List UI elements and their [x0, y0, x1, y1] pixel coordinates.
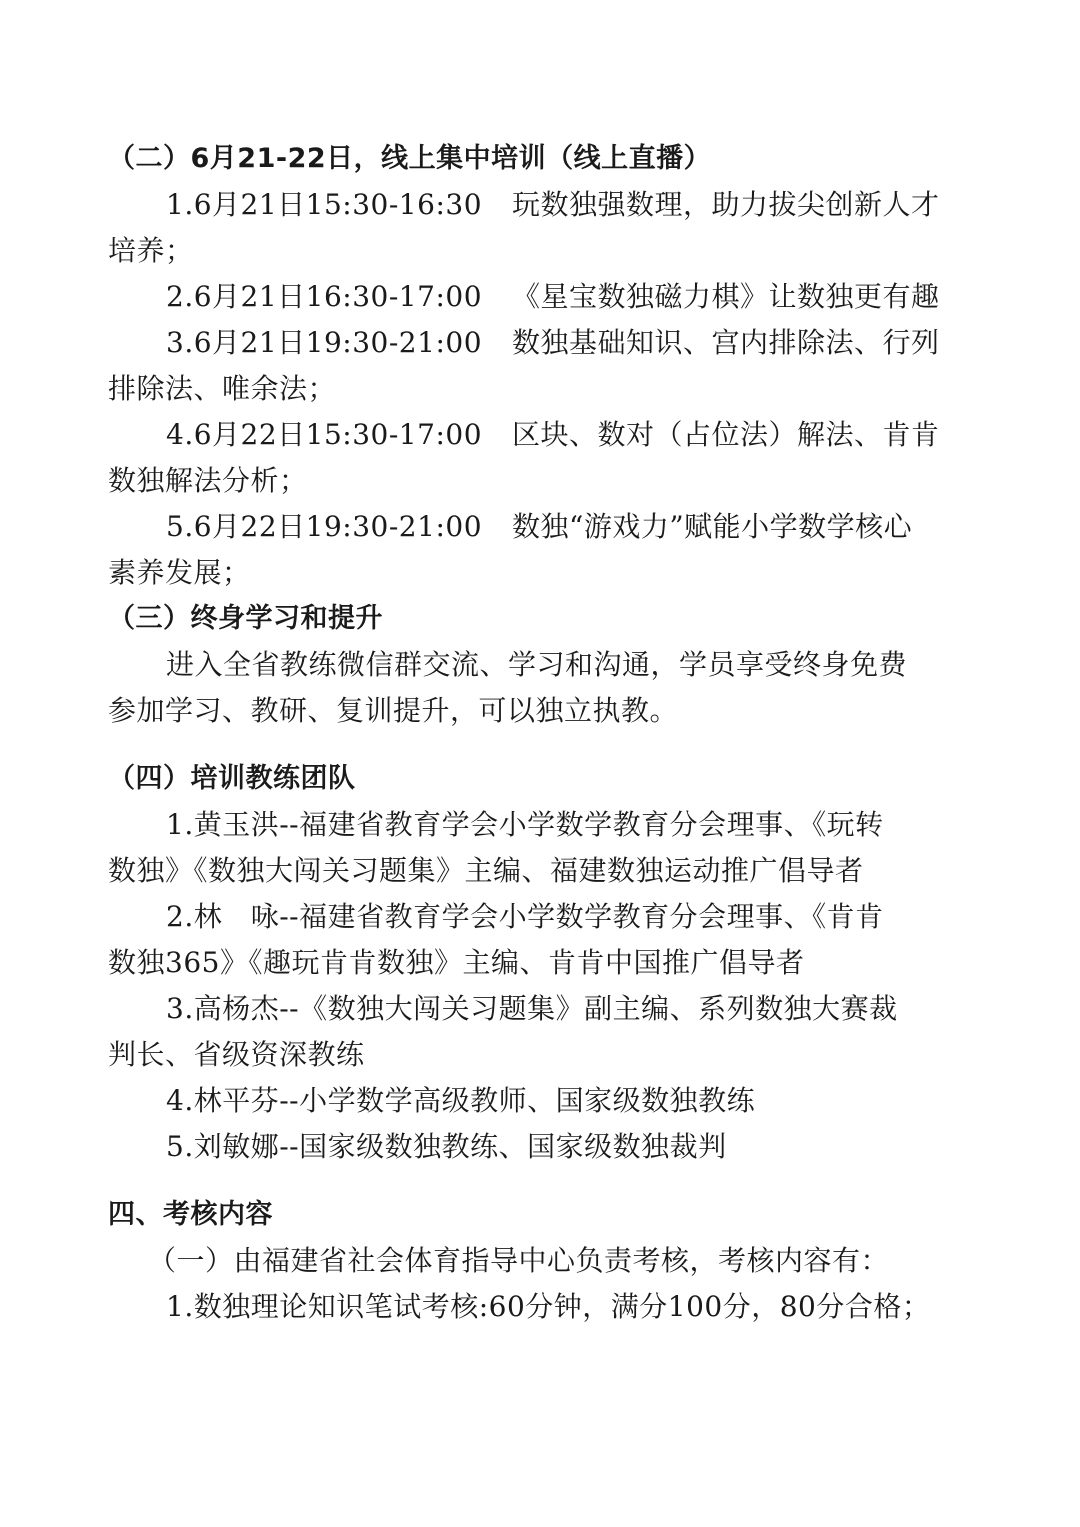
- schedule-time: 1.6月21日15:30-16:30: [166, 188, 483, 221]
- section-heading-assessment: 四、考核内容: [108, 1199, 273, 1230]
- coach-item-1-cont: 数独》《数独大闯关习题集》主编、福建数独运动推广倡导者: [108, 854, 864, 887]
- schedule-time: 3.6月21日19:30-21:00: [166, 326, 483, 359]
- schedule-topic: 区块、数对（占位法）解法、肯肯: [512, 418, 940, 451]
- schedule-topic: 《星宝数独磁力棋》让数独更有趣: [512, 280, 940, 313]
- schedule-item-5: [108, 504, 928, 550]
- schedule-item-3: [108, 320, 940, 366]
- coach-item-4: 4.林平芬--小学数学高级教师、国家级数独教练: [166, 1084, 756, 1117]
- coach-item-5: 5.刘敏娜--国家级数独教练、国家级数独裁判: [166, 1130, 727, 1163]
- schedule-item-4: [108, 412, 940, 458]
- schedule-item-4-cont: 数独解法分析；: [108, 464, 308, 497]
- schedule-item-2: [108, 274, 940, 320]
- schedule-topic: 数独“游戏力”赋能小学数学核心: [512, 510, 913, 543]
- schedule-time: 5.6月22日19:30-21:00: [166, 510, 483, 543]
- coach-item-2: 2.林 咏--福建省教育学会小学数学教育分会理事、《肯肯: [166, 900, 884, 933]
- coach-item-3: 3.高杨杰--《数独大闯关习题集》副主编、系列数独大赛裁: [166, 992, 898, 1025]
- schedule-item-1: [108, 182, 940, 228]
- section-heading-online-training: （二）6月21-22日，线上集中培训（线上直播）: [108, 143, 712, 174]
- lifelong-paragraph-line2: 参加学习、教研、复训提升，可以独立执教。: [108, 694, 679, 727]
- schedule-item-3-cont: 排除法、唯余法；: [108, 372, 337, 405]
- section-heading-lifelong-learning: （三）终身学习和提升: [108, 603, 383, 634]
- lifelong-paragraph-line1: 进入全省教练微信群交流、学习和沟通，学员享受终身免费: [166, 648, 908, 681]
- assessment-sub-heading: （一）由福建省社会体育指导中心负责考核，考核内容有：: [148, 1244, 890, 1277]
- schedule-time: 4.6月22日15:30-17:00: [166, 418, 483, 451]
- schedule-time: 2.6月21日16:30-17:00: [166, 280, 483, 313]
- schedule-topic: 玩数独强数理，助力拔尖创新人才: [512, 188, 940, 221]
- coach-item-1: 1.黄玉洪--福建省教育学会小学数学教育分会理事、《玩转: [166, 808, 884, 841]
- schedule-item-5-cont: 素养发展；: [108, 556, 251, 589]
- spacer: [108, 734, 928, 756]
- assessment-item-1: 1.数独理论知识笔试考核:60分钟，满分100分，80分合格；: [166, 1290, 931, 1323]
- section-heading-coach-team: （四）培训教练团队: [108, 763, 356, 794]
- schedule-item-1-cont: 培养；: [108, 234, 194, 267]
- coach-item-2-cont: 数独365》《趣玩肯肯数独》主编、肯肯中国推广倡导者: [108, 946, 805, 979]
- schedule-topic: 数独基础知识、宫内排除法、行列: [512, 326, 940, 359]
- document-page: [108, 136, 940, 1330]
- spacer: [108, 1170, 928, 1192]
- coach-item-3-cont: 判长、省级资深教练: [108, 1038, 365, 1071]
